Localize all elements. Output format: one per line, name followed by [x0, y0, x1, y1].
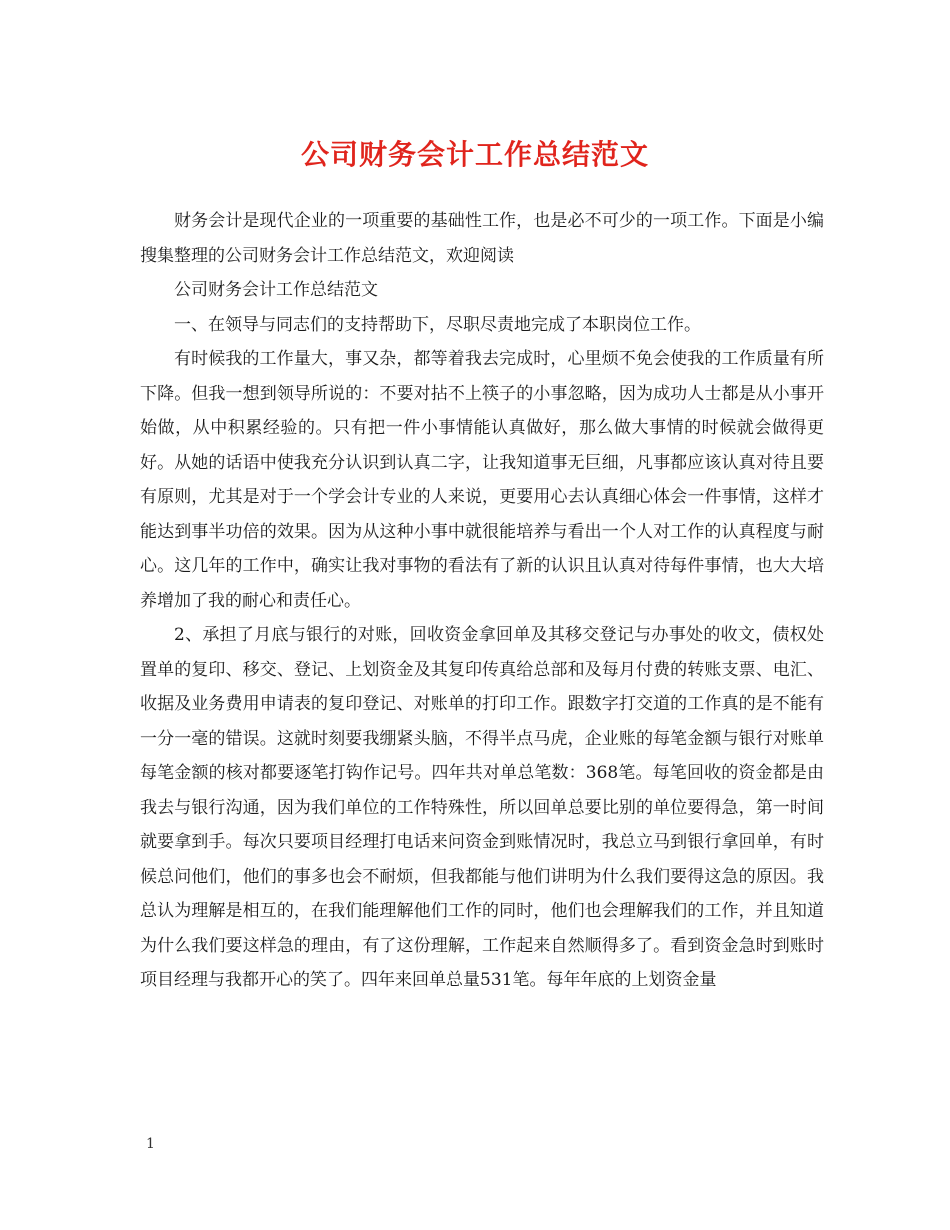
- document-title: 公司财务会计工作总结范文: [300, 138, 649, 171]
- page-number: 1: [146, 1136, 155, 1152]
- paragraph-subtitle: 公司财务会计工作总结范文: [174, 280, 378, 300]
- paragraph-work-attitude: 有时候我的工作量大，事又杂，都等着我去完成时，心里烦不免会使我的工作质量有所下降。但我一想到领导所说的：不要对拈不上筷子的小事忽略，因为成功人士都是从小事开始做，从中积累经验的。只有把一件小事情能认真做好，那么做大事情的时候就会做得更好。从她的话语中使我充分认识到认真二字，让我知道事无巨细，凡事都应该认真对待且要有原则，尤其是对于一个学会计专业的人来说，更要用心去认真细心体会一件事情，这样才能达到事半功倍的效果。因为从这种小事中就很能培养与看出一个人对工作的认真程度与耐心。这几年的工作中，确实让我对事物的看法有了新的认识且认真对待每件事情，也大大培养增加了我的耐心和责任心。: [140, 349, 824, 611]
- paragraph-section-1: 一、在领导与同志们的支持帮助下，尽职尽责地完成了本职岗位工作。: [174, 314, 701, 335]
- document-body: [140, 204, 824, 998]
- paragraph-section-2: 2、承担了月底与银行的对账，回收资金拿回单及其移交登记与办事处的收文，债权处置单的复印、移交、登记、上划资金及其复印传真给总部和及每月付费的转账支票、电汇、收据及业务费用申请表的复印登记、对账单的打印工作。跟数字打交道的工作真的是不能有一分一毫的错误。这就时刻要我绷紧头脑，不得半点马虎，企业账的每笔金额与银行对账单每笔金额的核对都要逐笔打钩作记号。四年共对单总笔数：368笔。每笔回收的资金都是由我去与银行沟通，因为我们单位的工作特殊性，所以回单总要比别的单位要得急，第一时间就要拿到手。每次只要项目经理打电话来问资金到账情况时，我总立马到银行拿回单，有时候总问他们，他们的事多也会不耐烦，但我都能与他们讲明为什么我们要得这急的原因。我总认为理解是相互的，在我们能理解他们工作的同时，他们也会理解我们的工作，并且知道为什么我们要这样急的理由，有了这份理解，工作起来自然顺得多了。看到资金急时到账时项目经理与我都开心的笑了。四年来回单总量531笔。每年年底的上划资金量: [140, 625, 824, 990]
- paragraph-intro: 财务会计是现代企业的一项重要的基础性工作，也是必不可少的一项工作。下面是小编搜集整理的公司财务会计工作总结范文，欢迎阅读: [140, 211, 824, 266]
